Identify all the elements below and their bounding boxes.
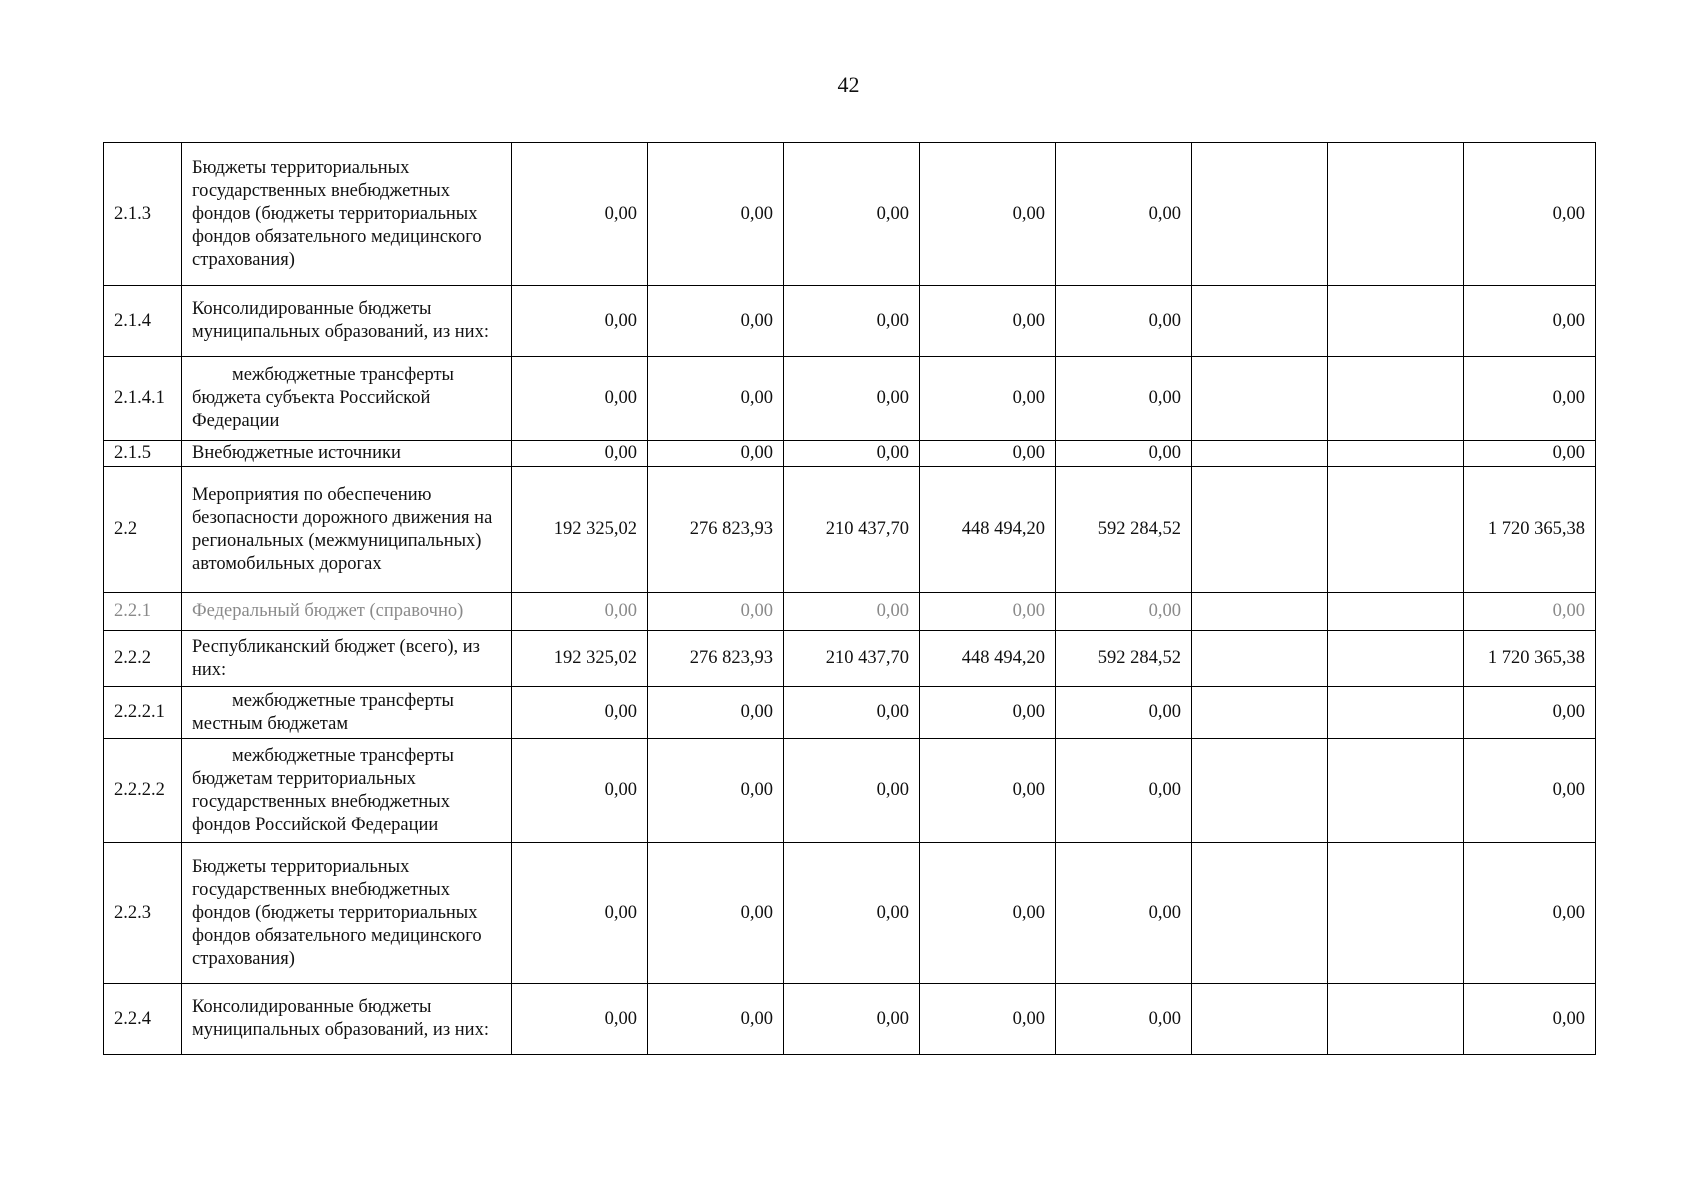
row-name: Консолидированные бюджеты муниципальных образований, из них: <box>182 984 512 1055</box>
value-cell: 0,00 <box>784 984 920 1055</box>
value-cell <box>1328 843 1464 984</box>
value-cell: 0,00 <box>512 357 648 441</box>
value-cell <box>1328 631 1464 687</box>
value-cell <box>1328 687 1464 739</box>
table-row <box>104 687 1596 739</box>
value-cell <box>1328 593 1464 631</box>
total-cell: 1 720 365,38 <box>1464 631 1596 687</box>
value-cell <box>1192 143 1328 286</box>
page-number: 42 <box>837 72 860 97</box>
value-cell: 0,00 <box>512 984 648 1055</box>
value-cell: 0,00 <box>512 441 648 467</box>
value-cell: 0,00 <box>920 441 1056 467</box>
value-cell: 0,00 <box>784 441 920 467</box>
value-cell: 0,00 <box>1056 739 1192 843</box>
total-cell: 0,00 <box>1464 143 1596 286</box>
value-cell: 0,00 <box>1056 143 1192 286</box>
table-row <box>104 984 1596 1055</box>
value-cell <box>1328 441 1464 467</box>
value-cell <box>1328 467 1464 593</box>
value-cell: 0,00 <box>648 687 784 739</box>
value-cell: 0,00 <box>512 593 648 631</box>
value-cell: 276 823,93 <box>648 467 784 593</box>
value-cell: 0,00 <box>920 593 1056 631</box>
value-cell: 448 494,20 <box>920 467 1056 593</box>
value-cell: 0,00 <box>1056 843 1192 984</box>
row-code: 2.2.2.1 <box>104 687 182 739</box>
value-cell: 0,00 <box>784 286 920 357</box>
value-cell: 0,00 <box>512 843 648 984</box>
total-cell: 0,00 <box>1464 441 1596 467</box>
row-code: 2.2.1 <box>104 593 182 631</box>
value-cell: 0,00 <box>1056 357 1192 441</box>
table-row <box>104 467 1596 593</box>
value-cell: 0,00 <box>784 593 920 631</box>
row-name: Федеральный бюджет (справочно) <box>182 593 512 631</box>
row-code: 2.2.3 <box>104 843 182 984</box>
value-cell: 0,00 <box>648 441 784 467</box>
total-cell: 1 720 365,38 <box>1464 467 1596 593</box>
row-name: межбюджетные трансферты местным бюджетам <box>182 687 512 739</box>
row-code: 2.1.4 <box>104 286 182 357</box>
budget-table-body <box>104 143 1596 1055</box>
value-cell: 192 325,02 <box>512 467 648 593</box>
table-row <box>104 739 1596 843</box>
value-cell <box>1192 984 1328 1055</box>
value-cell: 0,00 <box>648 593 784 631</box>
value-cell: 0,00 <box>1056 441 1192 467</box>
row-name: Внебюджетные источники <box>182 441 512 467</box>
table-row <box>104 143 1596 286</box>
total-cell: 0,00 <box>1464 843 1596 984</box>
value-cell: 0,00 <box>784 843 920 984</box>
value-cell <box>1328 143 1464 286</box>
row-code: 2.1.5 <box>104 441 182 467</box>
value-cell: 0,00 <box>648 286 784 357</box>
value-cell: 0,00 <box>784 739 920 843</box>
value-cell: 592 284,52 <box>1056 631 1192 687</box>
value-cell: 0,00 <box>1056 984 1192 1055</box>
value-cell <box>1192 593 1328 631</box>
table-row <box>104 593 1596 631</box>
row-name: Консолидированные бюджеты муниципальных образований, из них: <box>182 286 512 357</box>
value-cell: 0,00 <box>920 843 1056 984</box>
value-cell: 0,00 <box>648 739 784 843</box>
value-cell: 0,00 <box>512 143 648 286</box>
value-cell: 0,00 <box>648 984 784 1055</box>
value-cell <box>1192 687 1328 739</box>
total-cell: 0,00 <box>1464 357 1596 441</box>
row-name: Республиканский бюджет (всего), из них: <box>182 631 512 687</box>
row-code: 2.1.3 <box>104 143 182 286</box>
value-cell <box>1328 357 1464 441</box>
total-cell: 0,00 <box>1464 739 1596 843</box>
value-cell: 0,00 <box>1056 687 1192 739</box>
value-cell: 192 325,02 <box>512 631 648 687</box>
row-name: межбюджетные трансферты бюджетам территориальных государственных внебюджетных фондов Российской Федерации <box>182 739 512 843</box>
row-name: Мероприятия по обеспечению безопасности дорожного движения на региональных (межмуниципальных) автомобильных дорогах <box>182 467 512 593</box>
value-cell: 0,00 <box>648 357 784 441</box>
value-cell: 0,00 <box>784 357 920 441</box>
value-cell: 0,00 <box>920 357 1056 441</box>
value-cell: 0,00 <box>1056 593 1192 631</box>
value-cell <box>1328 984 1464 1055</box>
row-name: межбюджетные трансферты бюджета субъекта Российской Федерации <box>182 357 512 441</box>
value-cell: 0,00 <box>1056 286 1192 357</box>
value-cell <box>1192 843 1328 984</box>
value-cell: 0,00 <box>512 286 648 357</box>
value-cell <box>1328 739 1464 843</box>
value-cell <box>1192 286 1328 357</box>
table-row <box>104 843 1596 984</box>
value-cell <box>1192 357 1328 441</box>
value-cell: 0,00 <box>648 843 784 984</box>
table-row <box>104 631 1596 687</box>
row-name: Бюджеты территориальных государственных внебюджетных фондов (бюджеты территориальных фондов обязательного медицинского страхования) <box>182 143 512 286</box>
row-code: 2.2.4 <box>104 984 182 1055</box>
value-cell <box>1328 286 1464 357</box>
value-cell: 0,00 <box>920 739 1056 843</box>
value-cell: 0,00 <box>920 984 1056 1055</box>
total-cell: 0,00 <box>1464 286 1596 357</box>
value-cell: 0,00 <box>784 143 920 286</box>
value-cell: 448 494,20 <box>920 631 1056 687</box>
value-cell: 592 284,52 <box>1056 467 1192 593</box>
table-row <box>104 441 1596 467</box>
value-cell: 0,00 <box>920 143 1056 286</box>
value-cell: 210 437,70 <box>784 467 920 593</box>
value-cell <box>1192 739 1328 843</box>
table-row <box>104 286 1596 357</box>
value-cell: 0,00 <box>512 687 648 739</box>
value-cell <box>1192 441 1328 467</box>
row-name: Бюджеты территориальных государственных внебюджетных фондов (бюджеты территориальных фондов обязательного медицинского страхования) <box>182 843 512 984</box>
row-code: 2.2 <box>104 467 182 593</box>
row-code: 2.1.4.1 <box>104 357 182 441</box>
total-cell: 0,00 <box>1464 984 1596 1055</box>
total-cell: 0,00 <box>1464 687 1596 739</box>
row-code: 2.2.2 <box>104 631 182 687</box>
value-cell: 0,00 <box>920 687 1056 739</box>
value-cell: 0,00 <box>512 739 648 843</box>
value-cell: 0,00 <box>920 286 1056 357</box>
budget-table <box>103 142 1596 1055</box>
table-row <box>104 357 1596 441</box>
value-cell: 276 823,93 <box>648 631 784 687</box>
value-cell: 210 437,70 <box>784 631 920 687</box>
row-code: 2.2.2.2 <box>104 739 182 843</box>
value-cell <box>1192 631 1328 687</box>
value-cell: 0,00 <box>648 143 784 286</box>
value-cell: 0,00 <box>784 687 920 739</box>
total-cell: 0,00 <box>1464 593 1596 631</box>
value-cell <box>1192 467 1328 593</box>
